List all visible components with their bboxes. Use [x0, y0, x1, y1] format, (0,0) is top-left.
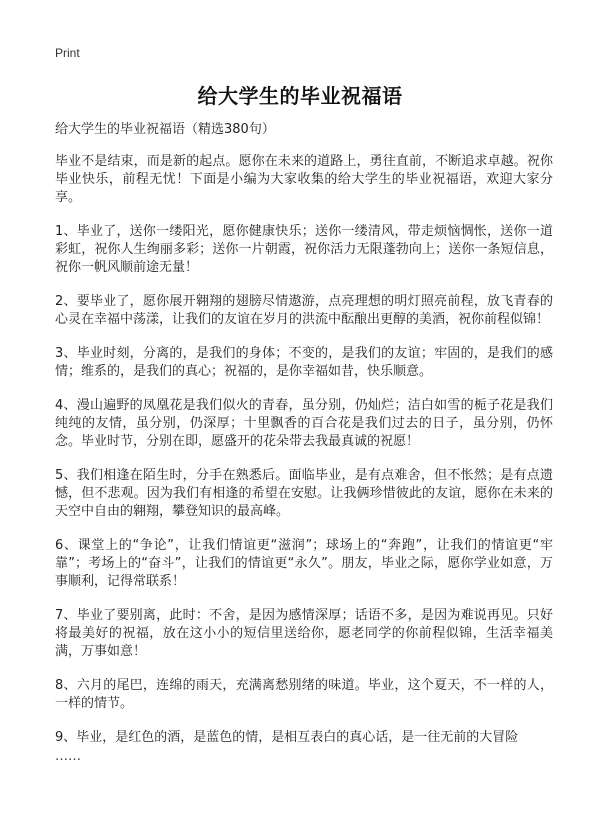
continuation-ellipsis: …… — [55, 749, 81, 764]
blessing-item-6: 6、课堂上的“争论”，让我们情谊更“滋润”；球场上的“奔跑”，让我们的情谊更“牢靠”；考场上的“奋斗”，让我们的情谊更“永久”。朋友，毕业之际，愿你学业如意，万事顺利，记得常联系！ — [55, 538, 553, 589]
intro-paragraph: 毕业不是结束，而是新的起点。愿你在未来的道路上，勇往直前，不断追求卓越。祝你毕业快乐，前程无忧！下面是小编为大家收集的给大学生的毕业祝福语，欢迎大家分享。 — [55, 154, 553, 205]
blessing-item-2: 2、要毕业了，愿你展开翱翔的翅膀尽情遨游，点亮理想的明灯照亮前程，放飞青春的心灵在幸福中荡漾，让我们的友谊在岁月的洪流中酝酿出更醇的美酒，祝你前程似锦！ — [55, 294, 553, 327]
blessing-item-5: 5、我们相逢在陌生时，分手在熟悉后。面临毕业，是有点难舍，但不怅然；是有点遗憾，但不悲观。因为我们有相逢的希望在安慰。让我俩珍惜彼此的友谊，愿你在未来的天空中自由的翱翔，攀登知识的最高峰。 — [55, 468, 553, 519]
blessing-item-7: 7、毕业了要别离，此时：不舍，是因为感情深厚；话语不多，是因为难说再见。只好将最美好的祝福，放在这小小的短信里送给你，愿老同学的你前程似锦，生活幸福美满，万事如意！ — [55, 608, 553, 659]
print-label[interactable]: Print — [55, 46, 80, 60]
blessing-item-1: 1、毕业了，送你一缕阳光，愿你健康快乐；送你一缕清风，带走烦恼惆怅，送你一道彩虹，祝你人生绚丽多彩；送你一片朝霞，祝你活力无限蓬勃向上；送你一条短信息，祝你一帆风顺前途无量！ — [55, 224, 553, 275]
document-title: 给大学生的毕业祝福语 — [197, 84, 403, 108]
blessing-item-3: 3、毕业时刻，分离的，是我们的身体；不变的，是我们的友谊；牢固的，是我们的感情；维系的，是我们的真心；祝福的，是你幸福如昔，快乐顺意。 — [55, 346, 553, 379]
blessing-item-9: 9、毕业，是红色的酒，是蓝色的情，是相互表白的真心话，是一往无前的大冒险 — [55, 730, 519, 745]
blessing-item-8: 8、六月的尾巴，连绵的雨天，充满离愁别绪的味道。毕业，这个夏天，不一样的人，一样的情节。 — [55, 678, 553, 711]
blessing-item-4: 4、漫山遍野的凤凰花是我们似火的青春，虽分别，仍灿烂；洁白如雪的栀子花是我们纯纯的友情，虽分别，仍深厚；十里飘香的百合花是我们过去的日子，虽分别，仍怀念。毕业时节，分别在即，愿盛开的花朵带去我最真诚的祝愿！ — [55, 398, 553, 449]
document-body — [55, 121, 553, 765]
document-subtitle: 给大学生的毕业祝福语（精选380句） — [55, 122, 275, 137]
